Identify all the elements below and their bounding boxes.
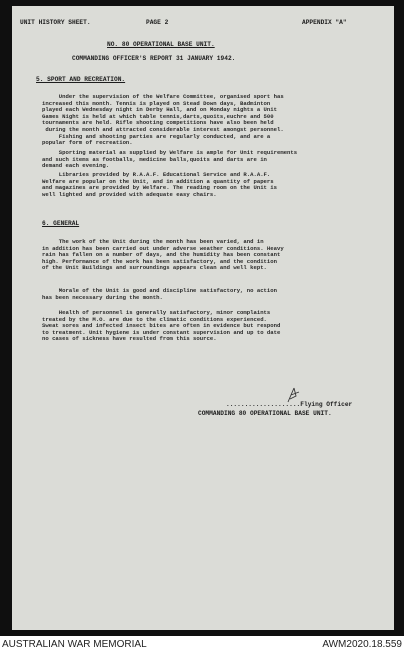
section-6-paragraph-1: The work of the Unit during the month has been varied, and in in addition has been carried out under adverse weather conditions. Heavy rain has fallen on a number of days, and the humidity has been constant high. Performance of the work has been satisfactory, and the condition of the Unit Buildings and surroundings appears clean and well kept. xyxy=(42,238,284,272)
header-left: UNIT HISTORY SHEET. xyxy=(20,19,91,26)
signature-rank-line: ....................Flying Officer xyxy=(226,401,353,408)
archive-footer xyxy=(0,636,404,653)
section-6-paragraph-3: Health of personnel is generally satisfactory, minor complaints treated by the M.O. are due to the climatic conditions experienced. Sweat sores and infected insect bites are often in evidence but respond to treatment. Unit hygiene is under constant supervision and up to date no cases of sickness have resulted from this source. xyxy=(42,309,281,343)
section-5-heading: 5. SPORT AND RECREATION. xyxy=(36,76,126,83)
signature-title-line: COMMANDING 80 OPERATIONAL BASE UNIT. xyxy=(198,410,332,417)
section-6-paragraph-2: Morale of the Unit is good and discipline satisfactory, no action has been necessary during the month. xyxy=(42,287,277,301)
report-title: COMMANDING OFFICER'S REPORT 31 JANUARY 1942. xyxy=(72,55,236,62)
section-5-paragraph-1: Under the supervision of the Welfare Committee, organised sport has increased this month. Tennis is played on Stead Down days, Badminton played each Wednesday night in Derby Hall, and on Monday nights a Unit Games Night is held at which table tennis,darts,quoits,euchre and 500 tournaments are held. Rifle shooting competitions have also been held during the month and attracted considerable interest amongst personnel. Fishing and shooting parties are regularly conducted, and are a popular form of recreation. xyxy=(42,93,284,147)
archive-reference: AWM2020.18.559 xyxy=(322,639,402,650)
section-5-paragraph-3: Libraries provided by R.A.A.F. Educational Service and R.A.A.F. Welfare are popular on the Unit, and in addition a quantity of papers and magazines are provided by Welfare. The reading room on the Unit is well lighted and provided with adequate easy chairs. xyxy=(42,171,277,198)
document-page xyxy=(12,6,394,630)
section-6-heading: 6. GENERAL xyxy=(42,220,80,227)
unit-title: NO. 80 OPERATIONAL BASE UNIT. xyxy=(107,41,215,48)
header-appendix: APPENDIX "A" xyxy=(302,19,347,26)
archive-name: AUSTRALIAN WAR MEMORIAL xyxy=(2,639,147,650)
header-page-number: PAGE 2 xyxy=(146,19,169,26)
section-5-paragraph-2: Sporting material as supplied by Welfare is ample for Unit requirements and such items as footballs, medicine balls,quoits and darts are in demand each evening. xyxy=(42,149,298,170)
